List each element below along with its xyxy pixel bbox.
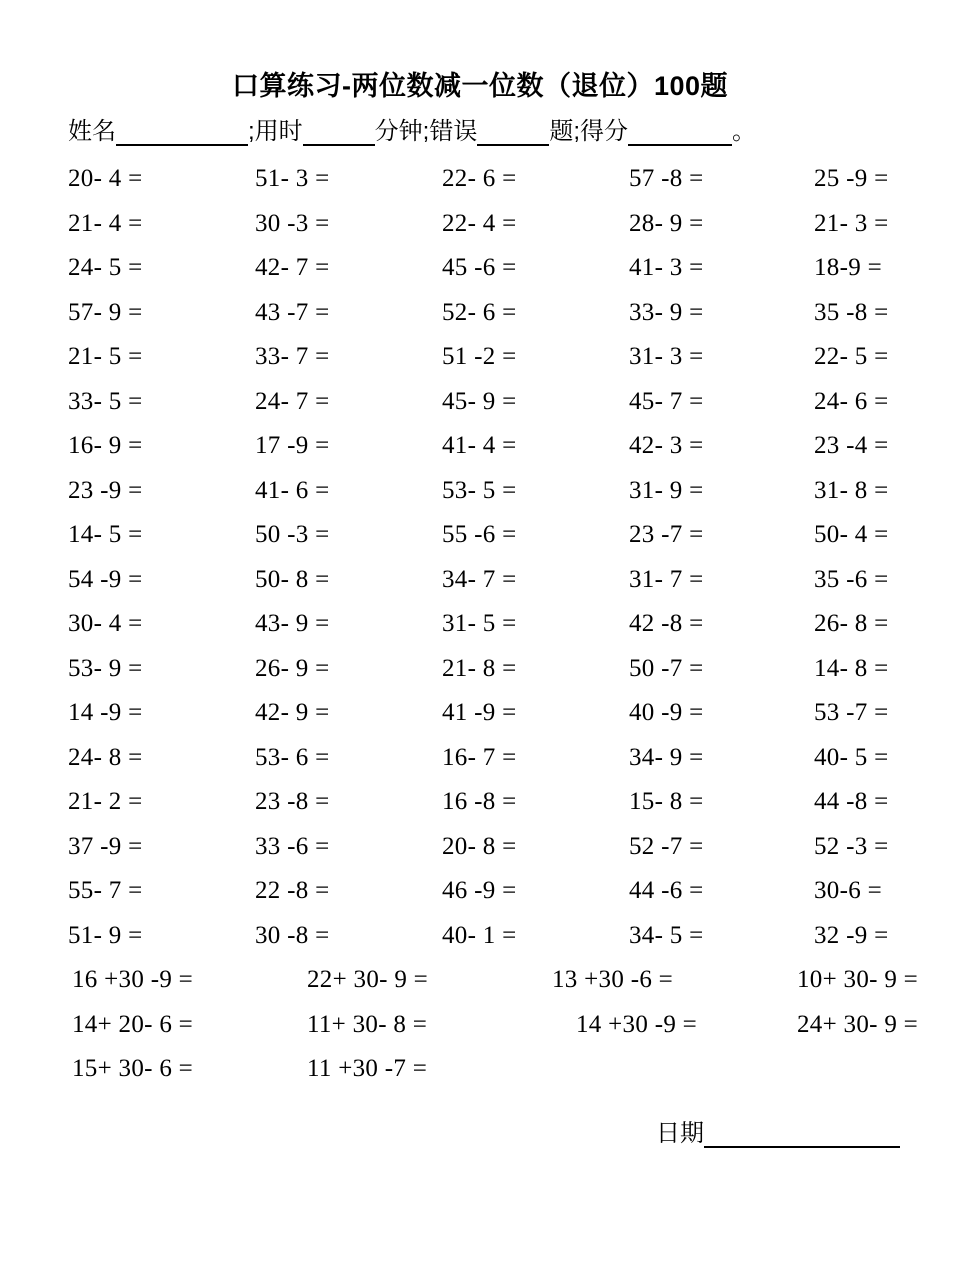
problem-cell[interactable]: 21- 8 = [442, 654, 517, 682]
problem-cell[interactable]: 40 -9 = [629, 699, 704, 727]
problem-cell[interactable]: 11 +30 -7 = [307, 1055, 428, 1083]
problem-cell[interactable]: 23 -8 = [255, 788, 330, 816]
minutes-errors-label: 分钟;错误 [374, 117, 478, 145]
problem-cell[interactable]: 45- 7 = [629, 387, 704, 415]
problem-cell[interactable]: 23 -9 = [68, 476, 143, 504]
problem-cell[interactable]: 42- 7 = [255, 254, 330, 282]
problem-cell[interactable]: 54 -9 = [68, 565, 143, 593]
name-label: 姓名 [68, 117, 116, 145]
problem-cell[interactable]: 34- 7 = [442, 565, 517, 593]
problem-cell[interactable]: 25 -9 = [814, 165, 889, 193]
problem-cell[interactable]: 45 -6 = [442, 254, 517, 282]
problem-cell[interactable]: 52 -7 = [629, 832, 704, 860]
problem-cell[interactable]: 33 -6 = [255, 832, 330, 860]
problem-cell[interactable]: 24+ 30- 9 = [797, 1010, 919, 1038]
problem-cell[interactable]: 44 -8 = [814, 788, 889, 816]
problem-cell[interactable]: 30 -3 = [255, 209, 330, 237]
problem-row [0, 557, 960, 602]
problem-cell[interactable]: 22+ 30- 9 = [307, 966, 429, 994]
problem-row [0, 690, 960, 735]
problem-cell[interactable]: 20- 8 = [442, 832, 517, 860]
score-input-blank[interactable] [628, 124, 732, 146]
problem-cell[interactable]: 24- 6 = [814, 387, 889, 415]
problem-cell[interactable]: 23 -7 = [629, 521, 704, 549]
date-input-blank[interactable] [704, 1126, 900, 1148]
problem-cell[interactable]: 42- 3 = [629, 432, 704, 460]
problem-cell[interactable]: 26- 9 = [255, 654, 330, 682]
problem-row [0, 646, 960, 691]
problem-row [0, 423, 960, 468]
problem-cell[interactable]: 53- 5 = [442, 476, 517, 504]
problem-cell[interactable]: 16- 9 = [68, 432, 143, 460]
problem-cell[interactable]: 21- 5 = [68, 343, 143, 371]
problem-cell[interactable]: 22 -8 = [255, 877, 330, 905]
problem-row [0, 512, 960, 557]
problem-row [0, 779, 960, 824]
problem-cell[interactable]: 13 +30 -6 = [552, 966, 674, 994]
problem-cell[interactable]: 50- 4 = [814, 521, 889, 549]
problem-cell[interactable]: 22- 5 = [814, 343, 889, 371]
problem-cell[interactable]: 53- 9 = [68, 654, 143, 682]
period-mark: 。 [732, 117, 757, 145]
problem-cell[interactable]: 28- 9 = [629, 209, 704, 237]
problem-cell[interactable]: 16 -8 = [442, 788, 517, 816]
problem-cell[interactable]: 21- 2 = [68, 788, 143, 816]
problem-cell[interactable]: 52- 6 = [442, 298, 517, 326]
problem-cell[interactable]: 35 -8 = [814, 298, 889, 326]
problem-cell[interactable]: 24- 8 = [68, 743, 143, 771]
problem-cell[interactable]: 43 -7 = [255, 298, 330, 326]
problem-cell[interactable]: 51- 3 = [255, 165, 330, 193]
problem-cell[interactable]: 53 -7 = [814, 699, 889, 727]
time-label: ;用时 [248, 117, 303, 145]
problem-cell[interactable]: 14- 5 = [68, 521, 143, 549]
problem-cell[interactable]: 33- 5 = [68, 387, 143, 415]
problem-cell[interactable]: 10+ 30- 9 = [797, 966, 919, 994]
problem-cell[interactable]: 57- 9 = [68, 298, 143, 326]
problem-cell[interactable]: 18-9 = [814, 254, 882, 282]
questions-score-label: 题;得分 [549, 117, 629, 145]
problem-row [0, 735, 960, 780]
problem-cell[interactable]: 41 -9 = [442, 699, 517, 727]
name-input-blank[interactable] [116, 124, 248, 146]
problem-cell[interactable]: 35 -6 = [814, 565, 889, 593]
problem-cell[interactable]: 15+ 30- 6 = [72, 1055, 194, 1083]
problem-cell[interactable]: 34- 9 = [629, 743, 704, 771]
problem-cell[interactable]: 34- 5 = [629, 921, 704, 949]
problem-row [0, 245, 960, 290]
problem-row [0, 379, 960, 424]
problem-cell[interactable]: 30- 4 = [68, 610, 143, 638]
problem-cell[interactable]: 23 -4 = [814, 432, 889, 460]
problem-cell[interactable]: 50- 8 = [255, 565, 330, 593]
problem-cell[interactable]: 16- 7 = [442, 743, 517, 771]
problem-row [0, 290, 960, 335]
problem-cell[interactable]: 22- 4 = [442, 209, 517, 237]
date-line [0, 1113, 960, 1148]
problem-cell[interactable]: 24- 7 = [255, 387, 330, 415]
problem-row [0, 868, 960, 913]
problem-cell[interactable]: 21- 4 = [68, 209, 143, 237]
problem-cell[interactable]: 15- 8 = [629, 788, 704, 816]
problem-cell[interactable]: 41- 3 = [629, 254, 704, 282]
problem-cell[interactable]: 46 -9 = [442, 877, 517, 905]
problem-cell[interactable]: 33- 9 = [629, 298, 704, 326]
errors-input-blank[interactable] [477, 124, 549, 146]
problems-grid [0, 156, 960, 1091]
problem-cell[interactable]: 37 -9 = [68, 832, 143, 860]
problem-row [0, 201, 960, 246]
problem-cell[interactable]: 14 -9 = [68, 699, 143, 727]
problem-cell[interactable]: 17 -9 = [255, 432, 330, 460]
problem-row-triple [0, 957, 960, 1002]
problem-row [0, 468, 960, 513]
problem-cell[interactable]: 21- 3 = [814, 209, 889, 237]
problem-row [0, 913, 960, 958]
student-info-line [0, 102, 960, 147]
problem-cell[interactable]: 40- 5 = [814, 743, 889, 771]
problem-cell[interactable]: 44 -6 = [629, 877, 704, 905]
problem-cell[interactable]: 33- 7 = [255, 343, 330, 371]
problem-cell[interactable]: 32 -9 = [814, 921, 889, 949]
problem-cell[interactable]: 30-6 = [814, 877, 882, 905]
problem-cell[interactable]: 53- 6 = [255, 743, 330, 771]
problem-row [0, 601, 960, 646]
problem-cell[interactable]: 42- 9 = [255, 699, 330, 727]
problem-cell[interactable]: 57 -8 = [629, 165, 704, 193]
problem-cell[interactable]: 31- 8 = [814, 476, 889, 504]
problem-cell[interactable]: 41- 4 = [442, 432, 517, 460]
problem-row-triple [0, 1046, 960, 1091]
problem-cell[interactable]: 41- 6 = [255, 476, 330, 504]
problem-cell[interactable]: 22- 6 = [442, 165, 517, 193]
problem-cell[interactable]: 45- 9 = [442, 387, 517, 415]
problem-cell[interactable]: 11+ 30- 8 = [307, 1010, 428, 1038]
problem-cell[interactable]: 40- 1 = [442, 921, 517, 949]
problem-cell[interactable]: 55 -6 = [442, 521, 517, 549]
problem-cell[interactable]: 51 -2 = [442, 343, 517, 371]
problem-cell[interactable]: 14- 8 = [814, 654, 889, 682]
problem-cell[interactable]: 31- 7 = [629, 565, 704, 593]
problem-row [0, 824, 960, 869]
problem-cell[interactable]: 24- 5 = [68, 254, 143, 282]
problem-cell[interactable]: 50 -3 = [255, 521, 330, 549]
problem-cell[interactable]: 51- 9 = [68, 921, 143, 949]
problem-cell[interactable]: 31- 5 = [442, 610, 517, 638]
problem-cell[interactable]: 52 -3 = [814, 832, 889, 860]
page-title: 口算练习-两位数减一位数（退位）100题 [231, 71, 729, 101]
problem-cell[interactable]: 43- 9 = [255, 610, 330, 638]
problem-cell[interactable]: 30 -8 = [255, 921, 330, 949]
problem-cell[interactable]: 55- 7 = [68, 877, 143, 905]
problem-cell[interactable]: 26- 8 = [814, 610, 889, 638]
problem-row [0, 334, 960, 379]
problem-cell[interactable]: 50 -7 = [629, 654, 704, 682]
problem-cell[interactable]: 20- 4 = [68, 165, 143, 193]
problem-row [0, 156, 960, 201]
problem-row-triple [0, 1002, 960, 1047]
problem-cell[interactable]: 16 +30 -9 = [72, 966, 194, 994]
time-input-blank[interactable] [303, 124, 375, 146]
date-label: 日期 [656, 1119, 704, 1147]
problem-cell[interactable]: 42 -8 = [629, 610, 704, 638]
problem-cell[interactable]: 31- 3 = [629, 343, 704, 371]
problem-cell[interactable]: 14 +30 -9 = [576, 1010, 698, 1038]
problem-cell[interactable]: 14+ 20- 6 = [72, 1010, 194, 1038]
problem-cell[interactable]: 31- 9 = [629, 476, 704, 504]
